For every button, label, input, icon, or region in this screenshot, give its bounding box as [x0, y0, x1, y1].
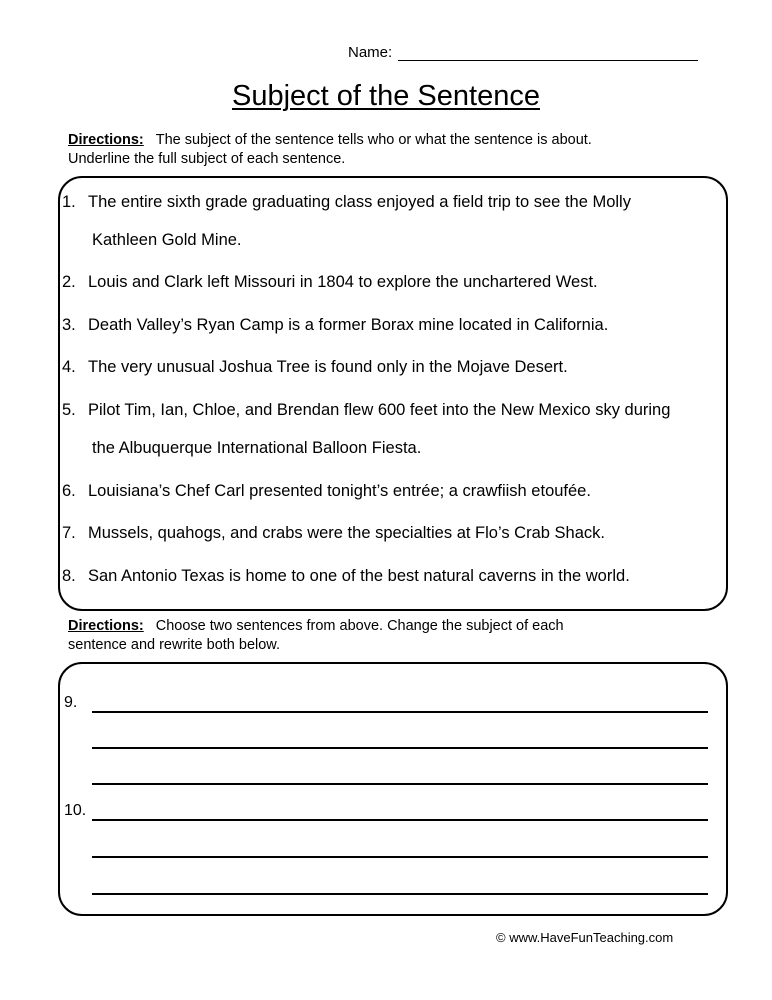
directions-1-label: Directions:: [68, 132, 144, 148]
directions-2-text: Choose two sentences from above. Change the subject of each: [155, 618, 564, 634]
sentence-5-continuation: the Albuquerque International Balloon Fiesta.: [92, 439, 422, 457]
directions-2-text2: sentence and rewrite both below.: [68, 637, 280, 653]
sentence-6: [62, 481, 722, 501]
writing-line[interactable]: [92, 783, 708, 785]
directions-2: [68, 617, 708, 655]
sentence-text: Louis and Clark left Missouri in 1804 to explore the unchartered West.: [88, 273, 598, 291]
sentence-text: Pilot Tim, Ian, Chloe, and Brendan flew 600 feet into the New Mexico sky during: [88, 401, 671, 419]
writing-line[interactable]: [92, 893, 708, 895]
sentence-text: Mussels, quahogs, and crabs were the specialties at Flo’s Crab Shack.: [88, 524, 605, 542]
writing-box: [58, 662, 728, 916]
sentence-text: Louisiana’s Chef Carl presented tonight’s entrée; a crawfiish etoufée.: [88, 482, 591, 500]
writing-line[interactable]: [92, 747, 708, 749]
writing-line[interactable]: [92, 819, 708, 821]
directions-1: [68, 131, 708, 169]
sentence-number: 6.: [62, 482, 76, 500]
sentence-3: [62, 315, 722, 335]
sentence-number: 5.: [62, 401, 76, 419]
sentence-number: 7.: [62, 524, 76, 542]
name-line[interactable]: [398, 44, 698, 61]
sentence-4: [62, 357, 722, 377]
sentence-text: The entire sixth grade graduating class enjoyed a field trip to see the Molly: [88, 193, 631, 211]
directions-2-label: Directions:: [68, 618, 144, 634]
sentence-5: [62, 400, 722, 420]
sentence-1-continuation: Kathleen Gold Mine.: [92, 231, 242, 249]
writing-number-9: 9.: [64, 694, 78, 711]
sentence-text: The very unusual Joshua Tree is found only in the Mojave Desert.: [88, 358, 568, 376]
sentence-number: 4.: [62, 358, 76, 376]
sentence-number: 1.: [62, 193, 76, 211]
sentence-number: 2.: [62, 273, 76, 291]
sentence-8: [62, 566, 722, 586]
sentence-2: [62, 272, 722, 292]
writing-line[interactable]: [92, 711, 708, 713]
writing-number-10: 10.: [64, 802, 87, 819]
sentence-text: San Antonio Texas is home to one of the best natural caverns in the world.: [88, 567, 630, 585]
sentence-text: Death Valley’s Ryan Camp is a former Borax mine located in California.: [88, 316, 609, 334]
writing-line[interactable]: [92, 856, 708, 858]
directions-1-text: The subject of the sentence tells who or what the sentence is about.: [155, 132, 592, 148]
sentence-1: [62, 192, 722, 212]
sentence-7: [62, 523, 722, 543]
sentence-number: 8.: [62, 567, 76, 585]
directions-1-text2: Underline the full subject of each sentence.: [68, 151, 346, 167]
name-label: Name:: [348, 44, 393, 61]
page-title: Subject of the Sentence: [232, 80, 540, 112]
copyright-footer: © www.HaveFunTeaching.com: [496, 930, 674, 945]
sentence-number: 3.: [62, 316, 76, 334]
name-field[interactable]: [348, 44, 698, 61]
